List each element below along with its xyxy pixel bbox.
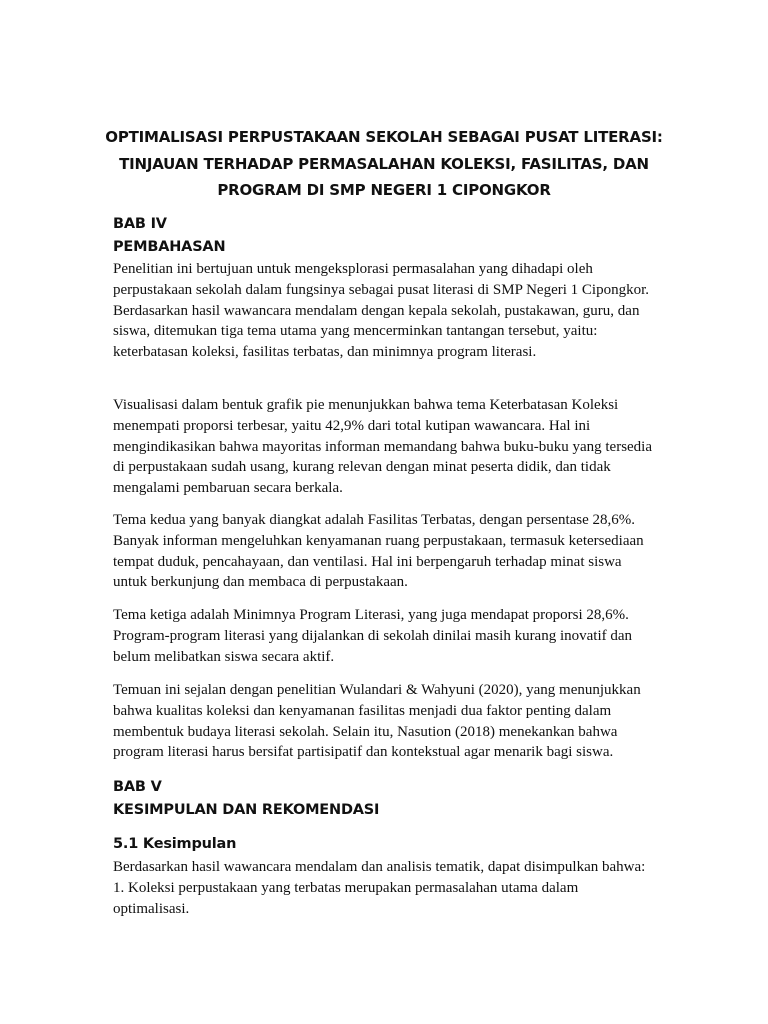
text-line: mengalami pembaruan secara berkala. [113, 480, 343, 497]
title-line: OPTIMALISASI PERPUSTAKAAN SEKOLAH SEBAGAI PUSAT LITERASI: [105, 128, 663, 146]
text-line: siswa, ditemukan tiga tema utama yang mencerminkan tantangan tersebut, yaitu: [113, 323, 598, 340]
text-line: Banyak informan mengeluhkan kenyamanan ruang perpustakaan, termasuk ketersediaan [113, 532, 644, 549]
text-line: 1. Koleksi perpustakaan yang terbatas merupakan permasalahan utama dalam [113, 879, 579, 896]
text-line: untuk berkunjung dan membaca di perpustakaan. [113, 574, 408, 591]
paragraph-pie-chart [113, 395, 673, 499]
text-line: Temuan ini sejalan dengan penelitian Wulandari & Wahyuni (2020), yang menunjukkan [113, 682, 641, 698]
text-line: keterbatasan koleksi, fasilitas terbatas, dan minimnya program literasi. [113, 344, 537, 361]
text-line: mengindikasikan bahwa mayoritas informan memandang bahwa buku-buku yang tersedia [113, 438, 653, 455]
paragraph-facilities [113, 510, 673, 593]
text-line: membentuk budaya literasi sekolah. Selain itu, Nasution (2018) menekankan bahwa [113, 723, 618, 740]
paragraph-literacy-program [113, 605, 673, 667]
title-line: PROGRAM DI SMP NEGERI 1 CIPONGKOR [217, 181, 551, 199]
text-line: Tema ketiga adalah Minimnya Program Literasi, yang juga mendapat proporsi 28,6%. [113, 607, 629, 623]
text-line: belum melibatkan siswa secara aktif. [113, 648, 335, 665]
paragraph-findings [113, 680, 673, 763]
text-line: Berdasarkan hasil wawancara mendalam dengan kepala sekolah, pustakawan, guru, dan [113, 302, 640, 319]
text-line: Program-program literasi yang dijalankan di sekolah dinilai masih kurang inovatif dan [113, 627, 633, 644]
text-line: bahwa kualitas koleksi dan kenyamanan fasilitas menjadi dua faktor penting dalam [113, 702, 612, 719]
paragraph-intro [113, 259, 673, 363]
text-line: Visualisasi dalam bentuk grafik pie menunjukkan bahwa tema Keterbatasan Koleksi [113, 397, 619, 413]
text-line: di perpustakaan sudah usang, kurang relevan dengan minat peserta didik, dan tidak [113, 459, 611, 476]
text-line: Penelitian ini bertujuan untuk mengeksplorasi permasalahan yang dihadapi oleh [113, 261, 593, 277]
text-line: perpustakaan sekolah dalam fungsinya sebagai pusat literasi di SMP Negeri 1 Cipongkor. [113, 281, 650, 298]
text-line: optimalisasi. [113, 900, 190, 917]
text-line: tempat duduk, pencahayaan, dan ventilasi. Hal ini berpengaruh terhadap minat siswa [113, 553, 622, 570]
text-line: menempati proporsi terbesar, yaitu 42,9% dari total kutipan wawancara. Hal ini [113, 417, 591, 434]
chapter-4-label: BAB IV [113, 216, 167, 232]
paragraph-conclusion [113, 857, 673, 919]
text-line: program literasi harus bersifat partisipatif dan kontekstual agar menarik bagi siswa. [113, 744, 614, 761]
text-line: Berdasarkan hasil wawancara mendalam dan analisis tematik, dapat disimpulkan bahwa: [113, 859, 646, 875]
chapter-5-title: KESIMPULAN DAN REKOMENDASI [113, 802, 380, 818]
section-5-1-heading: 5.1 Kesimpulan [113, 836, 237, 852]
chapter-5-label: BAB V [113, 779, 162, 795]
chapter-4-title: PEMBAHASAN [113, 239, 226, 255]
document-title [80, 124, 688, 204]
text-line: Tema kedua yang banyak diangkat adalah Fasilitas Terbatas, dengan persentase 28,6%. [113, 512, 636, 528]
title-line: TINJAUAN TERHADAP PERMASALAHAN KOLEKSI, FASILITAS, DAN [119, 154, 649, 173]
